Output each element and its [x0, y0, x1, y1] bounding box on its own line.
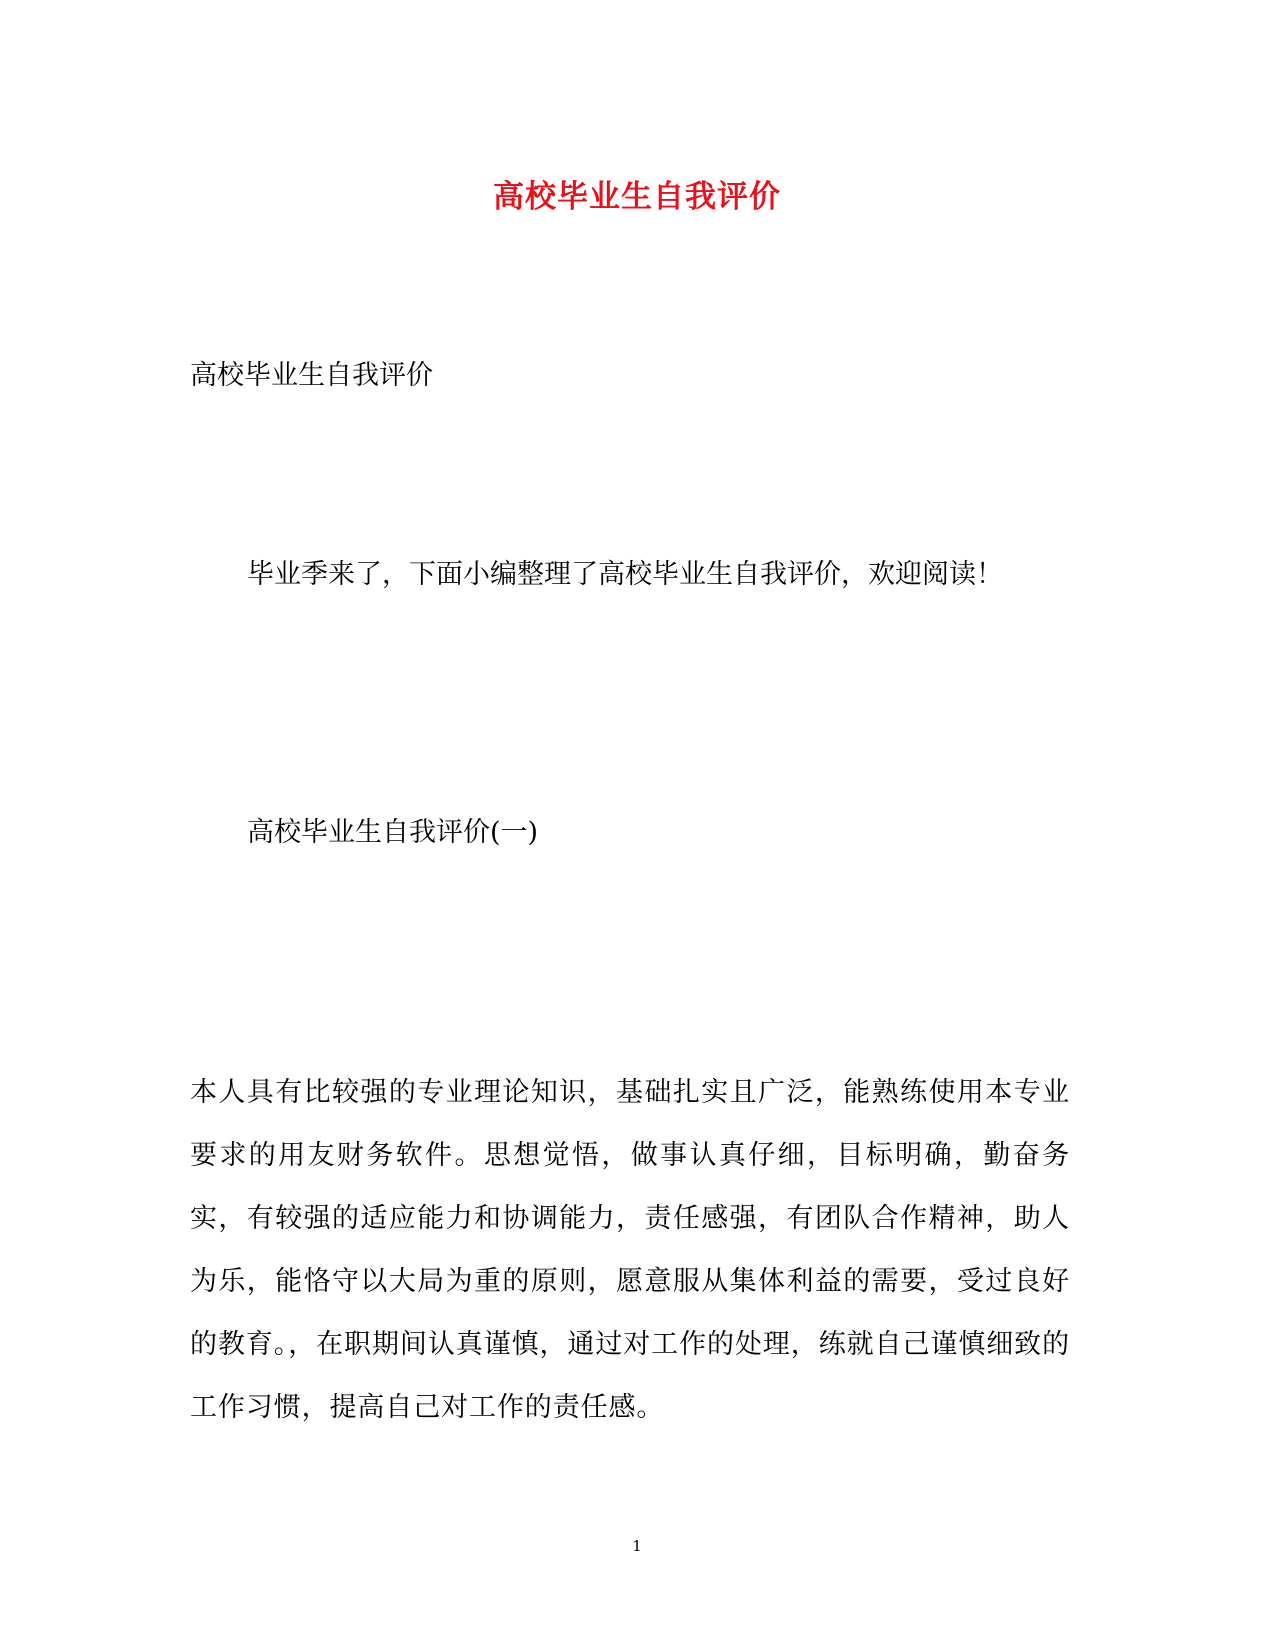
section-heading: 高校毕业生自我评价(一) [247, 817, 539, 848]
document-subtitle: 高校毕业生自我评价 [190, 360, 433, 391]
intro-text: 毕业季来了，下面小编整理了高校毕业生自我评价，欢迎阅读！ [247, 559, 1003, 590]
page-number: 1 [632, 1537, 642, 1555]
page-title: 高校毕业生自我评价 [493, 179, 781, 215]
body-paragraph: 本人具有比较强的专业理论知识，基础扎实且广泛，能熟练使用本专业要求的用友财务软件。思想觉悟，做事认真仔细，目标明确，勤奋务实，有较强的适应能力和协调能力，责任感强，有团队合作精神，助人为乐，能恪守以大局为重的原则，愿意服从集体利益的需要，受过良好的教育。，在职期间认真谨慎，通过对工作的处理，练就自己谨慎细致的工作习惯，提高自己对工作的责任感。 [190, 1077, 1070, 1423]
